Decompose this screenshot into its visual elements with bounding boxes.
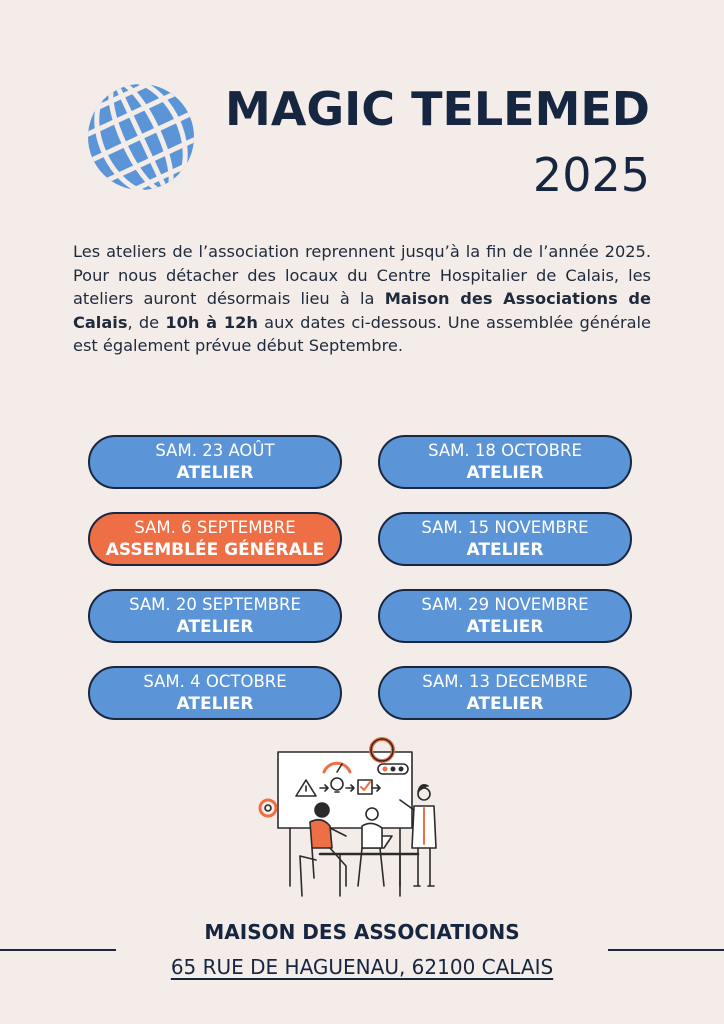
event-pill: [88, 435, 342, 489]
event-pill: [378, 666, 632, 720]
venue-address: 65 RUE DE HAGUENAU, 62100 CALAIS: [170, 955, 554, 979]
event-kind: ATELIER: [466, 694, 544, 714]
event-pill: [378, 589, 632, 643]
intro-text-3: aux dates ci-dessous. Une assemblée générale est également prévue début Septembre.: [73, 312, 652, 356]
workshop-illustration: [250, 736, 472, 906]
page-year: 2025: [532, 148, 650, 202]
venue-address-wrap: [0, 955, 724, 979]
event-kind: ASSEMBLÉE GÉNÉRALE: [105, 540, 325, 560]
event-kind: ATELIER: [176, 463, 254, 483]
event-pill: [378, 435, 632, 489]
event-kind: ATELIER: [466, 463, 544, 483]
page-title: MAGIC TELEMED: [225, 82, 650, 136]
event-date: SAM. 13 DECEMBRE: [422, 672, 588, 691]
event-pill-assembly: [88, 512, 342, 566]
divider-right: [608, 949, 724, 951]
event-kind: ATELIER: [176, 617, 254, 637]
event-pill: [378, 512, 632, 566]
event-date: SAM. 20 SEPTEMBRE: [129, 595, 301, 614]
intro-hours: 10h à 12h: [165, 312, 258, 332]
event-date: SAM. 18 OCTOBRE: [428, 441, 582, 460]
venue-name: MAISON DES ASSOCIATIONS: [204, 920, 520, 944]
intro-paragraph: [73, 240, 651, 358]
event-date: SAM. 23 AOÛT: [155, 441, 275, 460]
event-kind: ATELIER: [176, 694, 254, 714]
globe-icon: [86, 82, 196, 192]
event-pill: [88, 666, 342, 720]
event-date: SAM. 6 SEPTEMBRE: [134, 518, 296, 537]
event-kind: ATELIER: [466, 540, 544, 560]
event-date: SAM. 15 NOVEMBRE: [421, 518, 589, 537]
event-date: SAM. 29 NOVEMBRE: [421, 595, 589, 614]
event-date: SAM. 4 OCTOBRE: [143, 672, 287, 691]
intro-text-1: Les ateliers de l’association reprennent jusqu’à la fin de l’année 2025. Pour nous détacher des locaux du Centre Hospitalier de Calais, les ateliers auront désormais lieu à la: [73, 242, 651, 309]
divider-left: [0, 949, 116, 951]
intro-text-2: , de: [127, 312, 166, 332]
intro-place: Maison des Associations de Calais: [73, 289, 651, 332]
event-kind: ATELIER: [466, 617, 544, 637]
event-pill: [88, 589, 342, 643]
